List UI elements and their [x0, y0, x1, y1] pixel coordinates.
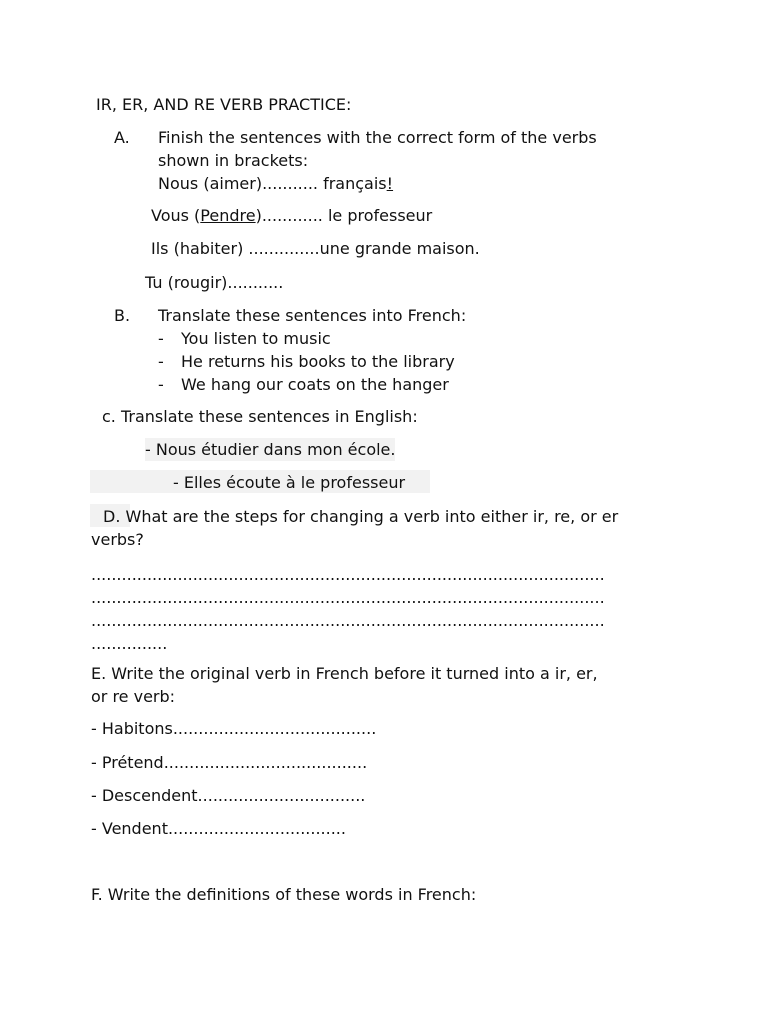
section-a-instruction-line1: Finish the sentences with the correct form of the verbs [158, 128, 597, 147]
section-e-item-1: - Habitons........................................ [91, 719, 377, 738]
sentence-1-text: Nous (aimer)........... français [158, 174, 387, 193]
section-a-instruction-line2: shown in brackets: [158, 151, 309, 170]
section-c-item-1: - Nous étudier dans mon école. [145, 440, 396, 459]
section-d-line1: D. What are the steps for changing a verb into either ir, re, or er [103, 507, 619, 526]
section-e-item-4: - Vendent................................... [91, 819, 346, 838]
section-b-instruction: Translate these sentences into French: [158, 306, 467, 325]
sentence-2-suffix: )............ le professeur [255, 206, 433, 225]
section-a-sentence-3: Ils (habiter) ..............une grande maison. [151, 239, 480, 258]
sentence-2-prefix: Vous ( [151, 206, 201, 225]
section-e-line2: or re verb: [91, 687, 176, 706]
section-d-line2: verbs? [91, 530, 144, 549]
section-c-instruction: c. Translate these sentences in English: [102, 407, 418, 426]
section-b-marker: B. [114, 306, 131, 325]
section-e-line1: E. Write the original verb in French before it turned into a ir, er, [91, 664, 598, 683]
section-b-item-1: You listen to music [181, 329, 331, 348]
section-e-item-3: - Descendent................................. [91, 786, 366, 805]
section-a-marker: A. [114, 128, 130, 147]
list-item-dash: - [158, 329, 164, 348]
section-e-item-2: - Prétend........................................ [91, 753, 368, 772]
section-a-sentence-2 [151, 204, 432, 227]
section-a-sentence-4: Tu (rougir)........... [145, 273, 284, 292]
section-f-instruction: F. Write the definitions of these words in French: [91, 885, 477, 904]
section-a-sentence-1 [158, 172, 393, 195]
answer-dotted-line: ............... [91, 634, 168, 653]
answer-dotted-line: ..................................................................................................... [91, 588, 605, 607]
section-b-item-3: We hang our coats on the hanger [181, 375, 449, 394]
page-title: IR, ER, AND RE VERB PRACTICE: [96, 95, 352, 114]
list-item-dash: - [158, 375, 164, 394]
answer-dotted-line: ..................................................................................................... [91, 565, 605, 584]
sentence-1-exclamation: ! [386, 174, 394, 193]
sentence-2-verb: Pendre [200, 206, 256, 225]
section-c-item-2: - Elles écoute à le professeur [173, 473, 406, 492]
answer-dotted-line: ..................................................................................................... [91, 611, 605, 630]
section-b-item-2: He returns his books to the library [181, 352, 455, 371]
list-item-dash: - [158, 352, 164, 371]
